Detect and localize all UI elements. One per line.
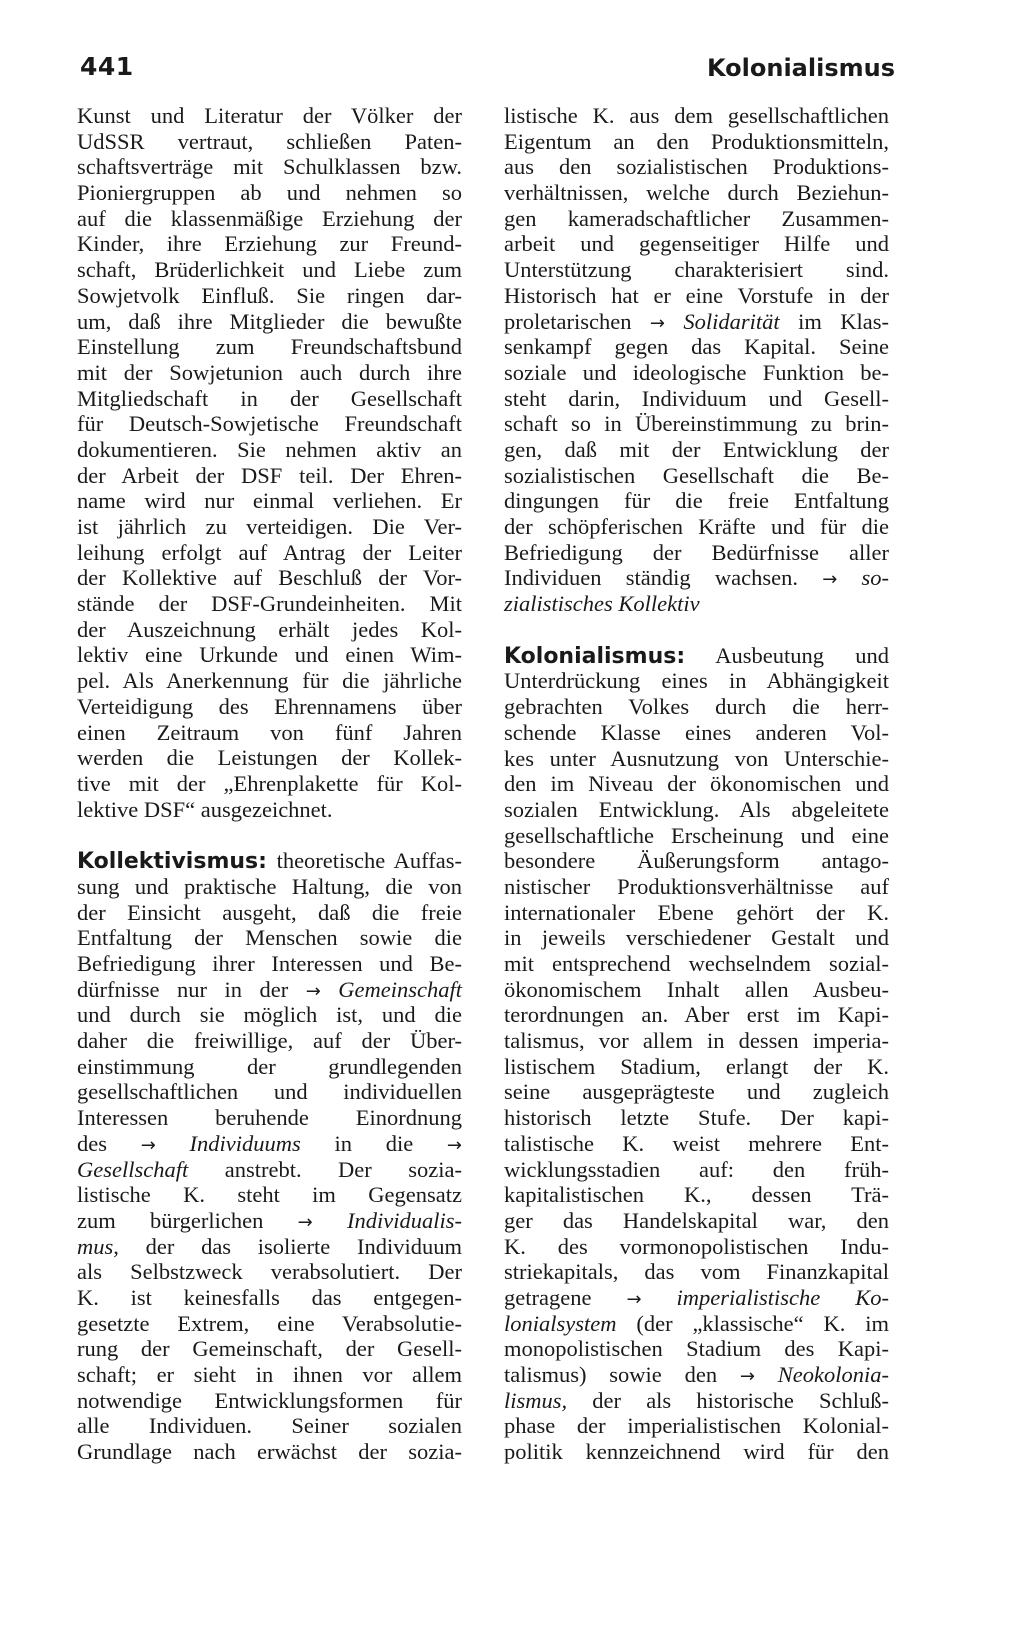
text-line: rung der Gemeinschaft, der Gesell- — [77, 1336, 462, 1362]
arrow-icon: → — [739, 1366, 755, 1387]
cross-reference[interactable]: imperialistische Ko- — [641, 1284, 889, 1310]
cross-reference[interactable]: mus, — [77, 1233, 119, 1259]
text-line: daher die freiwillige, auf der Über- — [77, 1028, 462, 1054]
text-line: alle Individuen. Seiner sozialen — [77, 1413, 462, 1439]
text-line: UdSSR vertraut, schließen Paten- — [77, 128, 462, 154]
text-line: soziale und ideologische Funktion be- — [504, 359, 889, 385]
text-line: Kunst und Literatur der Völker der — [77, 103, 462, 128]
text-line: besondere Äußerungsform antago- — [504, 848, 889, 874]
text-line: als Selbstzweck verabsolutiert. Der — [77, 1259, 462, 1285]
left-column — [77, 103, 462, 1465]
text-line: und durch sie möglich ist, und die — [77, 1002, 462, 1028]
text-line: schaft, Brüderlichkeit und Liebe zum — [77, 257, 462, 283]
text-line: schaftsverträge mit Schulklassen bzw. — [77, 154, 462, 180]
text-line: lektive DSF“ ausgezeichnet. — [77, 796, 333, 822]
text-line: phase der imperialistischen Kolonial- — [504, 1413, 889, 1439]
text-line: talismus, vor allem in dessen imperia- — [504, 1028, 889, 1054]
text-line: um, daß ihre Mitglieder die bewußte — [77, 308, 462, 334]
text-line: Einstellung zum Freundschaftsbund — [77, 334, 462, 360]
text-line: Unterdrückung eines in Abhängigkeit — [504, 668, 889, 694]
cross-reference[interactable]: lismus, — [504, 1387, 568, 1413]
text-line: zum bürgerlichen → Individualis- — [77, 1207, 462, 1233]
cross-reference[interactable]: zialistisches Kollektiv — [504, 591, 700, 617]
cross-reference[interactable]: Gesellschaft — [77, 1156, 189, 1182]
text-line: sozialen Entwicklung. Als abgeleitete — [504, 796, 889, 822]
arrow-icon: → — [626, 1288, 642, 1310]
text-line: mit entsprechend wechselndem sozial- — [504, 951, 889, 976]
text-line: proletarischen → Solidarität im Klas- — [504, 308, 889, 334]
text-line: name wird nur einmal verliehen. Er — [77, 488, 462, 514]
text-line: senkampf gegen das Kapital. Seine — [504, 334, 889, 360]
text-line: aus den sozialistischen Produktions- — [504, 154, 889, 180]
text-line: listischem Stadium, erlangt der K. — [504, 1053, 889, 1079]
text-line: auf die klassenmäßige Erziehung der — [77, 205, 462, 231]
arrow-icon: → — [305, 980, 321, 1002]
text-line: schaft so in Übereinstimmung zu brin- — [504, 411, 889, 437]
entry-first-line: Kollektivismus: theoretische Auffas- — [77, 848, 462, 875]
text-line: Historisch hat er eine Vorstufe in der — [504, 282, 889, 308]
text-line: pel. Als Anerkennung für die jährliche — [77, 668, 462, 694]
text-line: Interessen beruhende Einordnung — [77, 1105, 462, 1131]
text-line: stände der DSF-Grundeinheiten. Mit — [77, 591, 462, 617]
text-line: striekapitals, das vom Finanzkapital — [504, 1259, 889, 1285]
text-line: wicklungsstadien auf: den früh- — [504, 1156, 889, 1182]
text-line: steht darin, Individuum und Gesell- — [504, 385, 889, 411]
text-line: Eigentum an den Produktionsmitteln, — [504, 128, 889, 154]
text-line: nistischer Produktionsverhältnisse auf — [504, 873, 889, 899]
text-line: monopolistischen Stadium des Kapi- — [504, 1336, 889, 1362]
page-number: 441 — [80, 52, 134, 81]
text-line: der schöpferischen Kräfte und für die — [504, 514, 889, 539]
text-line: Individuen ständig wachsen. → so- — [504, 565, 889, 591]
entry-first-line: Kolonialismus: Ausbeutung und — [504, 642, 889, 669]
text-line: historisch letzte Stufe. Der kapi- — [504, 1105, 889, 1131]
text-line: verhältnissen, welche durch Beziehun- — [504, 180, 889, 206]
arrow-icon: → — [446, 1134, 462, 1156]
text-line: Sowjetvolk Einfluß. Sie ringen dar- — [77, 282, 462, 308]
text-line: dingungen für die freie Entfaltung — [504, 488, 889, 514]
cross-reference[interactable]: so- — [837, 565, 889, 591]
text-line: kapitalistischen K., dessen Trä- — [504, 1182, 889, 1208]
text-line: der Arbeit der DSF teil. Der Ehren- — [77, 462, 462, 488]
arrow-icon: → — [822, 569, 838, 591]
right-column — [504, 103, 889, 1465]
text-line: Befriedigung der Bedürfnisse aller — [504, 539, 889, 565]
text-line: talistische K. weist mehrere Ent- — [504, 1130, 889, 1156]
text-line: lismus, der als historische Schluß- — [504, 1387, 889, 1413]
text-line: terordnungen an. Aber erst im Kapi- — [504, 1002, 889, 1028]
text-line: werden die Leistungen der Kollek- — [77, 745, 462, 771]
text-line: lektiv eine Urkunde und einen Wim- — [77, 642, 462, 668]
entry-headword: Kolonialismus: — [504, 643, 686, 669]
text-line: ökonomischem Inhalt allen Ausbeu- — [504, 976, 889, 1002]
entry-headword: Kollektivismus: — [77, 849, 267, 875]
text-line: internationaler Ebene gehört der K. — [504, 899, 889, 925]
text-line: dürfnisse nur in der → Gemeinschaft — [77, 976, 462, 1002]
text-line: notwendige Entwicklungsformen für — [77, 1387, 462, 1413]
text-line: der Kollektive auf Beschluß der Vor- — [77, 565, 462, 591]
text-line: lonialsystem (der „klassische“ K. im — [504, 1310, 889, 1336]
text-line: schende Klasse eines anderen Vol- — [504, 719, 889, 745]
text-line: K. des vormonopolistischen Indu- — [504, 1233, 889, 1259]
text-line: Entfaltung der Menschen sowie die — [77, 925, 462, 951]
cross-reference[interactable]: Individuums — [155, 1130, 301, 1156]
text-line: Mitgliedschaft in der Gesellschaft — [77, 385, 462, 411]
text-line: mus, der das isolierte Individuum — [77, 1233, 462, 1259]
text-line: arbeit und gegenseitiger Hilfe und — [504, 231, 889, 257]
text-line: tive mit der „Ehrenplakette für Kol- — [77, 770, 462, 796]
text-line: listische K. aus dem gesellschaftlichen — [504, 103, 889, 128]
arrow-icon: → — [649, 312, 665, 334]
text-line: gesellschaftlichen und individuellen — [77, 1079, 462, 1105]
text-line: Gesellschaft anstrebt. Der sozia- — [77, 1156, 462, 1182]
arrow-icon: → — [140, 1134, 156, 1156]
text-line: in jeweils verschiedener Gestalt und — [504, 925, 889, 951]
text-line: Grundlage nach erwächst der sozia- — [77, 1439, 462, 1465]
running-head: Kolonialismus — [706, 54, 895, 82]
text-line: der Auszeichnung erhält jedes Kol- — [77, 616, 462, 642]
text-line: getragene → imperialistische Ko- — [504, 1284, 889, 1310]
cross-reference[interactable]: Solidarität — [664, 308, 780, 334]
text-line: sung und praktische Haltung, die von — [77, 873, 462, 899]
text-line: den im Niveau der ökonomischen und — [504, 771, 889, 797]
text-line: mit der Sowjetunion auch durch ihre — [77, 359, 462, 385]
arrow-icon: → — [297, 1211, 313, 1233]
text-line: schaft; er sieht in ihnen vor allem — [77, 1362, 462, 1387]
cross-reference[interactable]: Individualis- — [312, 1207, 462, 1233]
text-line: politik kennzeichnend wird für den — [504, 1439, 889, 1465]
text-line: für Deutsch-Sowjetische Freundschaft — [77, 411, 462, 437]
cross-reference[interactable]: lonialsystem — [504, 1310, 617, 1336]
text-line: kes unter Ausnutzung von Unterschie- — [504, 745, 889, 771]
text-line — [504, 591, 889, 617]
cross-reference[interactable]: Neokolonia- — [754, 1362, 889, 1387]
text-line: gen kameradschaftlicher Zusammen- — [504, 205, 889, 231]
text-line: sozialistischen Gesellschaft die Be- — [504, 462, 889, 488]
text-line: gesellschaftliche Erscheinung und eine — [504, 822, 889, 848]
text-line: Unterstützung charakterisiert sind. — [504, 257, 889, 283]
text-line: gebrachten Volkes durch die herr- — [504, 694, 889, 720]
text-line: ger das Handelskapital war, den — [504, 1207, 889, 1233]
text-line: Pioniergruppen ab und nehmen so — [77, 180, 462, 206]
text-line: seine ausgeprägteste und zugleich — [504, 1079, 889, 1105]
text-line: gen, daß mit der Entwicklung der — [504, 436, 889, 462]
text-line: der Einsicht ausgeht, daß die freie — [77, 899, 462, 925]
text-line: einen Zeitraum von fünf Jahren — [77, 719, 462, 745]
text-line: des → Individuums in die → — [77, 1130, 462, 1156]
text-line: Kinder, ihre Erziehung zur Freund- — [77, 231, 462, 257]
text-line: leihung erfolgt auf Antrag der Leiter — [77, 539, 462, 565]
text-line: talismus) sowie den → Neokolonia- — [504, 1362, 889, 1387]
text-line: K. ist keinesfalls das entgegen- — [77, 1284, 462, 1310]
text-line: ist jährlich zu verteidigen. Die Ver- — [77, 514, 462, 539]
text-line: dokumentieren. Sie nehmen aktiv an — [77, 436, 462, 462]
text-line: gesetzte Extrem, eine Verabsolutie- — [77, 1310, 462, 1336]
text-line: Befriedigung ihrer Interessen und Be- — [77, 951, 462, 976]
text-line: Verteidigung des Ehrennamens über — [77, 693, 462, 719]
text-line: einstimmung der grundlegenden — [77, 1053, 462, 1079]
cross-reference[interactable]: Gemeinschaft — [320, 976, 462, 1002]
text-line: listische K. steht im Gegensatz — [77, 1182, 462, 1208]
